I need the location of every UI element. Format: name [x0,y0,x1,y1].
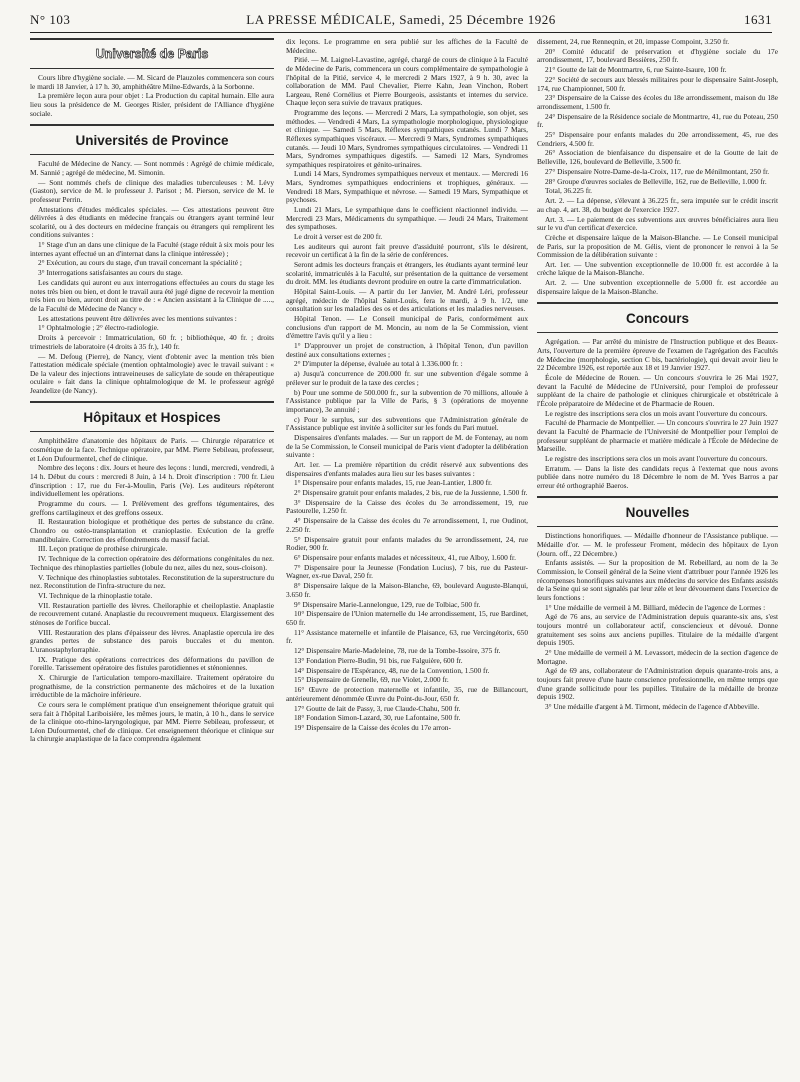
paragraph: 3° Une médaille d'argent à M. Tirmont, médecin de l'agence d'Abbeville. [545,701,760,711]
paragraph: VIII. Restauration des plans d'épaisseur des lèvres. Anaplastie opercula ire des grandes pertes de substance des parois buccales et du menton. L'uranostaphylorraphie. [30,627,274,654]
list-item: 1° Dispensaire pour enfants malades, 15, rue Jean-Lantier, 1.800 fr. [294,478,493,488]
paragraph: École de Médecine de Rouen. — Un concours s'ouvrira le 26 Mai 1927, devant la Faculté de Médecine de l'Université, pour l'emploi de professeur suppléant de la chaire de pathologie et cliniques chirurgicale et obstétricale à l'École préparatoire de Médecine et de Pharmacie de Rouen. [537,373,778,408]
list-item: 5° Dispensaire gratuit pour enfants malades du 9e arrondissement, 24, rue Rodier, 900 fr. [286,534,528,553]
list-item: Total, 36.225 fr. [545,186,593,196]
paragraph: Le registre des inscriptions sera clos un mois avant l'ouverture du concours. [545,453,768,463]
paragraph: Amphithéâtre d'anatomie des hôpitaux de Paris. — Chirurgie réparatrice et cosmétique de la face. Technique opératoire, par MM. Pierre Sebileau, professeur, et Léon Dufourmentel, chef de clinique. [30,436,274,463]
list-item: 11° Assistance maternelle et infantile de Plaisance, 63, rue Vercingétorix, 650 fr. [286,627,528,646]
paragraph: Le droit à verser est de 200 fr. [294,232,383,241]
paragraph: Hôpital Saint-Louis. — A partir du 1er Janvier, M. André Léri, professeur agrégé, médecin de l'hôpital Saint-Louis, fera le mardi, à 9 h. 1/2, une consultation sur les maladies des os et des articulations et les maladies nerveuses. [286,287,528,314]
paragraph: Art. 3. — Le paiement de ces subventions aux œuvres bénéficiaires aura lieu sur le vu d'un certificat d'exercice. [537,214,778,233]
paragraph: 2° D'imputer la dépense, évaluée au total à 1.336.000 fr. : [294,359,463,369]
list-item: 18° Fondation Simon-Lazard, 30, rue Lafontaine, 500 fr. [294,713,461,723]
section-heading-universites-de-province: Universités de Province [30,124,274,155]
paragraph: Agé de 69 ans, collaborateur de l'Administration depuis quarante-trois ans, a toujours fait preuve d'une haute conscience professionnelle, en même temps que d'une grande sollicitude pour les pupilles. Titulaire de la médaille de bronze depuis 1902. [537,666,778,702]
paragraph: Programme du cours. — I. Prélèvement des greffons tégumentaires, des greffons cartilagineux et des greffons osseux. [30,499,274,517]
list-item: 20° Comité éducatif de préservation et d'hygiène sociale du 17e arrondissement, 17, boulevard Bessières, 250 fr. [537,46,778,65]
paragraph: Les auditeurs qui auront fait preuve d'assiduité pourront, s'ils le désirent, recevoir un certificat à la fin de la série de conférences. [286,241,528,260]
paragraph: Faculté de Pharmacie de Montpellier. — Un concours s'ouvrira le 27 Juin 1927 devant la Faculté de Pharmacie de l'Université de Montpellier pour l'emploi de professeur suppléant de pharmacie et matière médicale à l'École de Médecine de Marseille. [537,418,778,454]
column-1 [30,38,274,1076]
list-item: 19° Dispensaire de la Caisse des écoles du 17e arron- [294,723,451,733]
paragraph: dix leçons. Le programme en sera publié sur les affiches de la Faculté de Médecine. [286,38,528,55]
header-rule [30,32,772,33]
paragraph: Enfants assistés. — Sur la proposition de M. Rebeillard, au nom de la 3e Commission, le Conseil général de la Seine vient d'attribuer pour l'année 1926 les récompenses honorifiques suivantes aux médecins du service des Enfants assistés de la Seine qui se sont signalés par leur zèle et leur dévouement dans l'exercice de leurs fonctions : [537,558,778,602]
paragraph: X. Chirurgie de l'articulation temporo-maxillaire. Traitement opératoire du prognathisme, de la constriction permanente des mâchoires et de la luxation irréductible de la mâchoire inférieure. [30,672,274,700]
paragraph: Faculté de Médecine de Nancy. — Sont nommés : Agrégé de chimie médicale, M. Sannié ; agrégé de médecine, M. Simonin. [30,159,274,177]
list-item: 22° Société de secours aux blessés militaires pour le dispensaire Saint-Joseph, 174, rue Championnet, 500 fr. [537,74,778,93]
paragraph: V. Technique des rhinoplasties subtotales. Reconstitution de la superstructure du nez. Reconstitution de l'infra-structure du nez. [30,572,274,591]
paragraph: Art. 2. — Une subvention exceptionnelle de 5.000 fr. est accordée au dispensaire laïque de la Maison-Blanche. [537,278,778,296]
list-item: 21° Goutte de lait de Montmartre, 6, rue Sainte-Isaure, 100 fr. [545,65,727,75]
paragraph: Les candidats qui auront eu aux interrogations effectuées au cours du stage les notes très bien ou bien, et dont le travail aura été jugé digne de recevoir la mention très bien ou bien, auront droit au titre de : « Ancien assistant à la Clinique de ....., de la Faculté de Médecine de Nancy ». [30,278,274,313]
list-item: 25° Dispensaire pour enfants malades du 20e arrondissement, 45, rue des Cendriers, 4.500 fr. [537,130,778,148]
journal-title: LA PRESSE MÉDICALE, Samedi, 25 Décembre 1926 [246,12,556,27]
section-heading-hopitaux-et-hospices: Hôpitaux et Hospices [30,401,274,432]
paragraph: Programme des leçons. — Mercredi 2 Mars, La sympathologie, son objet, ses méthodes. — Vendredi 4 Mars, La sympathologie morphologique, physiologique et clinique. — Samedi 5 Mars, Réflexes sympathiques cutanés. Lundi 7 Mars, Réflexes sympathiques viscéraux. — Mercredi 9 Mars, Syndromes sympathiques cutanés. — Jeudi 10 Mars, Syndromes sympathiques circulatoires. — Vendredi 11 Mars, Syndromes sympathiques digestifs. — Samedi 12 Mars, Syndromes sympathiques respiratoires et génito-urinaires. [286,108,528,169]
section-heading-concours: Concours [537,302,778,333]
paragraph: Crèche et dispensaire laïque de la Maison-Blanche. — Le Conseil municipal de Paris, sur la proposition de M. Gélis, vient de prononcer le renvoi à la 5e Commission de la délibération suivante : [537,232,778,260]
paragraph: Erratum. — Dans la liste des candidats reçus à l'externat que nous avons publiée dans notre numéro du 18 Décembre le nom de M. Yves Barros a par erreur été orthographié Baeros. [537,463,778,490]
list-item: 12° Dispensaire Marie-Madeleine, 78, rue de la Tombe-Issoire, 375 fr. [294,646,501,656]
paragraph: 3° Interrogations satisfaisantes au cours du stage. [38,268,183,278]
paragraph: 1° D'approuver un projet de construction, à l'hôpital Tenon, d'un pavillon destiné aux consultations externes ; [286,341,528,359]
paragraph: La première leçon aura pour objet : La Production du capital humain. Elle aura lieu sous la présidence de M. Georges Risler, président de l'Alliance d'hygiène sociale. [30,91,274,118]
list-item: 3° Dispensaire de la Caisse des écoles du 3e arrondissement, 19, rue Pastourelle, 1.250 fr. [286,497,528,516]
list-item: 27° Dispensaire Notre-Dame-de-la-Croix, 117, rue de Ménilmontant, 250 fr. [545,166,770,176]
list-item: 13° Fondation Pierre-Budin, 91 bis, rue Falguière, 600 fr. [294,655,463,665]
paragraph: c) Pour le surplus, sur des subventions que l'Administration générale de l'Assistance publique est invitée à solliciter sur les fonds du Pari mutuel. [286,414,528,433]
paragraph: IX. Pratique des opérations correctrices des déformations du pavillon de l'oreille. Tarissement opératoire des fistules parotidiennes et sténoniennes. [30,654,274,673]
paragraph: Agé de 76 ans, au service de l'Administration depuis quarante-six ans, s'est toujours montré un collaborateur actif, consciencieux et dévoué. Donne gratuitement ses soins aux anciens pupilles. Titulaire de la médaille d'argent depuis 1905. [537,612,778,648]
paragraph: VII. Restauration partielle des lèvres. Cheiloraphie et cheiloplastie. Anaplastie de recouvrement cutané. Anaplastie du recouvrement muqueux. Elargissement des sténoses de l'orifice buccal. [30,600,274,627]
paragraph: — M. Defoug (Pierre), de Nancy, vient d'obtenir avec la mention très bien l'attestation médicale spéciale (mention ophtalmologie) avec le travail suivant : « De la valeur des injections intraveineuses de salicylate de soude en thérapeutique oculaire » fait dans la clinique ophtalmologique de M. le professeur agrégé Jeandelize (de Nancy). [30,351,274,395]
paragraph: Pitié. — M. Laignel-Lavastine, agrégé, chargé de cours de clinique à la Faculté de Médecine de Paris, commencera un cours complémentaire de sympathologie à l'hôpital de la Pitié, service 4, le mercredi 2 Mars 1927, à 9 h. 30, avec la collaboration de MM. Paul Chevalier, Pierre Kahn, Jean Vinchon, Robert Largeau, René Cornélius et Pierre Bourgeois, assistants et internes du service. Chaque leçon sera suivie de travaux pratiques. [286,55,528,108]
list-item: 2° Dispensaire gratuit pour enfants malades, 2 bis, rue de la Jussienne, 1.500 fr. [294,488,528,498]
list-item: 15° Dispensaire de Grenelle, 69, rue Violet, 2.000 fr. [294,675,449,685]
section-heading-nouvelles: Nouvelles [537,496,778,527]
paragraph: Distinctions honorifiques. — Médaille d'honneur de l'Assistance publique. — Médaille d'or. — M. le professeur Froment, médecin des hôpitaux de Lyon (Journ. off., 22 Décembre.) [537,531,778,558]
column-3 [537,38,778,1076]
paragraph: Lundi 14 Mars, Syndromes sympathiques nerveux et mentaux. — Mercredi 16 Mars, Syndromes sympathiques endocriniens et trophiques, généraux. — Vendredi 18 Mars, Sympathique et névrose. — Samedi 19 Mars, Sympathique et psychoses. [286,169,528,205]
column-2 [286,38,528,1076]
paragraph: VI. Technique de la rhinoplastie totale. [38,590,153,600]
list-item: 23° Dispensaire de la Caisse des écoles du 18e arrondissement, maison du 18e arrondissement, 1.500 fr. [537,93,778,111]
paragraph: Seront admis les docteurs français et étrangers, les étudiants ayant terminé leur scolarité, immatriculés à la Faculté, sur présentation de la quittance de versement du droit. MM. les étudiants devront produire en outre la carte d'immatriculation. [286,260,528,287]
paragraph: Attestations d'études médicales spéciales. — Ces attestations peuvent être délivrées à des étudiants en médecine français ou étrangers ayant terminé leur scolarité, ou à des docteurs en médecine français ou étrangers qui remplirent les conditions suivantes : [30,204,274,240]
paragraph: 2° Une médaille de vermeil à M. Levassort, médecin de la section d'agence de Mortagne. [537,647,778,666]
paragraph: Les attestations peuvent être délivrées avec les mentions suivantes : [38,313,237,323]
paragraph: Ce cours sera le complément pratique d'un enseignement théorique gratuit qui sera fait à l'hôpital Lariboisière, les mêmes jours, le matin, à 10 h., dans le service de la clinique oto-rhino-laryngologique, par MM. Pierre Sebileau, professeur, et Léon Dufourmentel, chef de clinique. Cet enseignement théorique et clinique sur la chirurgie anaplastique de la face comprendra également [30,699,274,744]
paragraph: Art. 2. — La dépense, s'élevant à 36.225 fr., sera imputée sur le crédit inscrit au chap. 4, art. 38, du budget de l'exercice 1927. [537,196,778,214]
paragraph: a) Jusqu'à concurrence de 200.000 fr. sur une subvention d'égale somme à prélever sur le produit de la taxe des cercles ; [286,369,528,387]
paragraph: Art. 1er. — La première répartition du crédit réservé aux subventions des dispensaires d'enfants malades aura lieu sur les bases suivantes : [286,459,528,478]
paragraph: Droits à percevoir : Immatriculation, 60 fr. ; bibliothèque, 40 fr. ; droits trimestriels de laboratoire (4 droits à 35 fr.), 140 fr. [30,333,274,351]
list-item: 4° Dispensaire de la Caisse des écoles du 7e arrondissement, 1, rue Oudinot, 2.250 fr. [286,516,528,534]
issue-number: N° 103 [30,12,71,27]
paragraph: Hôpital Tenon. — Le Conseil municipal de Paris, conformément aux conclusions d'un rapport de M. Moncin, au nom de la 5e Commission, vient d'émettre l'avis qu'il y a lieu : [286,314,528,341]
list-item: 14° Dispensaire de l'Espérance, 48, rue de la Convention, 1.500 fr. [294,665,490,675]
list-item: 8° Dispensaire laïque de la Maison-Blanche, 69, boulevard Auguste-Blanqui, 3.650 fr. [286,581,528,599]
list-item: 9° Dispensaire Marie-Lannelongue, 129, rue de Tolbiac, 500 fr. [294,599,481,609]
list-item: 7° Dispensaire pour la Jeunesse (Fondation Lucius), 7 bis, rue du Pasteur-Wagner, ex-rue Daval, 250 fr. [286,562,528,581]
paragraph: 2° Exécution, au cours du stage, d'un travail concernant la spécialité ; [38,258,242,268]
paragraph: Art. 1er. — Une subvention exceptionnelle de 10.000 fr. est accordée à la crèche laïque de la Maison-Blanche. [537,259,778,278]
section-heading-universite-de-paris: Université de Paris [30,38,274,69]
paragraph: III. Leçon pratique de prothèse chirurgicale. [38,544,168,554]
paragraph: b) Pour une somme de 500.000 fr., sur la subvention de 70 millions, allouée à l'Assistance publique par la Ville de Paris, § 3 (opérations de moyenne importance), 3e annuité ; [286,387,528,414]
list-item: 28° Groupe d'œuvres sociales de Belleville, 162, rue de Belleville, 1.000 fr. [545,176,767,186]
paragraph: Cours libre d'hygiène sociale. — M. Sicard de Plauzoles commencera son cours le mardi 18 Janvier, à 17 h. 30, amphithéâtre Milne-Edwards, à la Sorbonne. [30,73,274,91]
paragraph: Nombre des leçons : dix. Jours et heure des leçons : lundi, mercredi, vendredi, à 14 h. Début du cours : mercredi 8 Juin, à 14 h. Droit d'inscription : 700 fr. Lieu d'inscription : 17, rue du Fer-à-Moulin, Paris (Ve). Les auditeurs répéteront individuellement les opérations. [30,463,274,499]
paragraph: Agrégation. — Par arrêté du ministre de l'Instruction publique et des Beaux-Arts, l'ouverture de la première épreuve de l'examen de l'agrégation des Facultés de Médecine (morphologie, section C bis, bactériologie), qui devait avoir lieu le 22 Décembre 1926, est reportée aux 18 et 19 Janvier 1927. [537,337,778,373]
paragraph: Lundi 21 Mars, Le sympathique dans le coefficient réactionnel individu. — Mercredi 23 Mars, Médicaments du sympathique. — Jeudi 24 Mars, Traitement des sympathoses. [286,205,528,232]
paragraph: IV. Technique de la correction opératoire des déformations congénitales du nez. Technique des rhinoplasties partielles (lobule du nez, ailes du nez, sous-cloison). [30,554,274,572]
paragraph: — Sont nommés chefs de clinique des maladies tuberculeuses : M. Lévy (Gaston), service de M. le professeur J. Parisot ; M. Pierson, service de M. le professeur Perrin. [30,177,274,204]
paragraph: 1° Ophtalmologie ; 2° électro-radiologie. [38,323,159,333]
list-item: 26° Association de bienfaisance du dispensaire et de la Goutte de lait de Belleville, 126, boulevard de Belleville, 3.500 fr. [537,148,778,167]
list-item: 17° Goutte de lait de Passy, 3, rue Claude-Chahu, 500 fr. [294,703,461,713]
list-item: 24° Dispensaire de la Résidence sociale de Montmartre, 41, rue du Poteau, 250 fr. [537,111,778,130]
paragraph: 1° Stage d'un an dans une clinique de la Faculté (stage réduit à six mois pour les internes ayant effectué un an d'internat dans la clinique intéressée) ; [30,240,274,258]
list-item: 6° Dispensaire pour enfants malades et nécessiteux, 41, rue Alboy, 1.600 fr. [294,552,516,562]
list-item: 16° Œuvre de protection maternelle et infantile, 35, rue de Billancourt, antérieurement dénommée Œuvre du Point-du-Jour, 650 fr. [286,685,528,703]
paragraph: II. Restauration biologique et prothétique des pertes de substance du crâne. Chondro ou ostéo-transplantation et cranioplastie. Exécution de la greffe mandibulaire. Correction des effondrements du massif facial. [30,517,274,544]
list-item: 10° Dispensaire de l'Union maternelle du 14e arrondissement, 15, rue Bardinet, 650 fr. [286,609,528,627]
paragraph: Dispensaires d'enfants malades. — Sur un rapport de M. de Fontenay, au nom de la 5e Commission, le Conseil municipal de Paris vient d'adopter la délibération suivante : [286,432,528,460]
list-item: dissement, 24, rue Renneqnin, et 20, impasse Compoint, 3.250 fr. [537,38,730,46]
page-number: 1631 [744,12,772,27]
paragraph: 1° Une médaille de vermeil à M. Billiard, médecin de l'agence de Lormes : [545,602,766,612]
running-head [30,10,772,30]
paragraph: Le registre des inscriptions sera clos un mois avant l'ouverture du concours. [545,408,768,418]
